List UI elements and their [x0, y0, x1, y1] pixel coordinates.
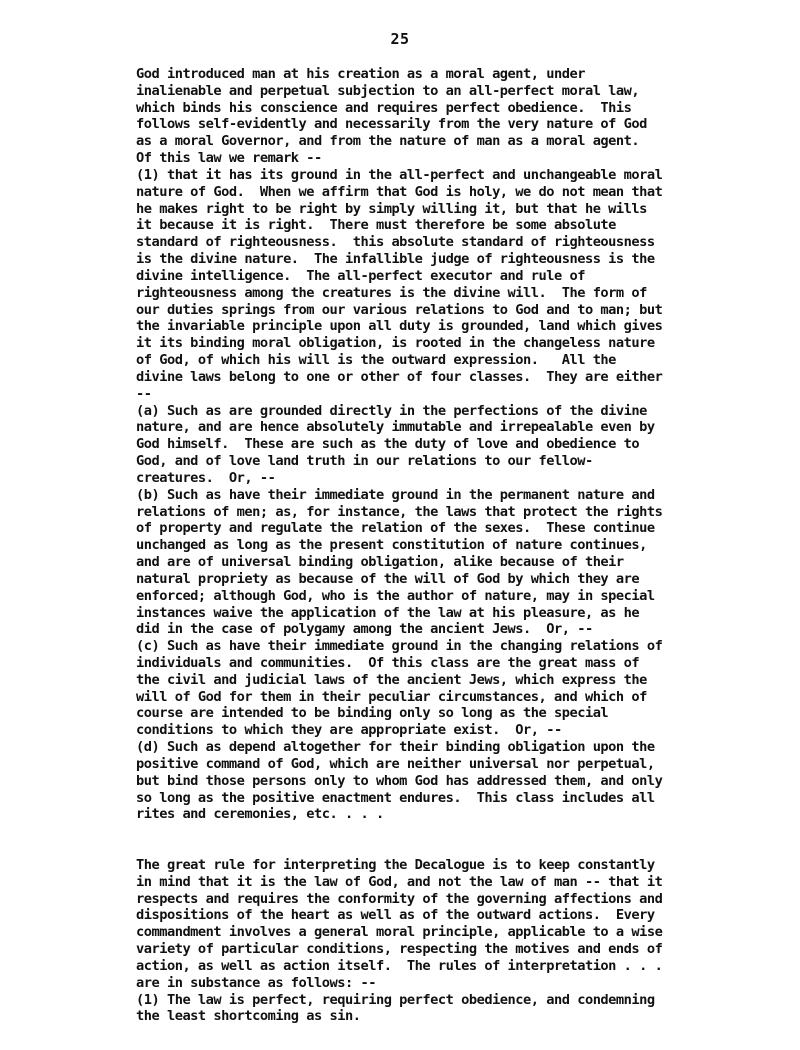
text-line: the invariable principle upon all duty is grounded, land which gives: [136, 318, 663, 335]
text-line: of God, of which his will is the outward expression. All the: [136, 352, 616, 369]
text-line: rites and ceremonies, etc. . . .: [136, 806, 384, 823]
text-line: action, as well as action itself. The rules of interpretation . . .: [136, 957, 663, 974]
text-line: enforced; although God, who is the author of nature, may in special: [136, 587, 655, 604]
text-line: but bind those persons only to whom God has addressed them, and only: [136, 772, 663, 789]
body-text: [136, 66, 726, 1025]
text-line: which binds his conscience and requires perfect obedience. This: [136, 99, 632, 116]
text-line: he makes right to be right by simply willing it, but that he wills: [136, 200, 647, 217]
text-line: divine laws belong to one or other of four classes. They are either: [136, 368, 663, 385]
text-line: dispositions of the heart as well as of the outward actions. Every: [136, 907, 655, 924]
text-line: --: [136, 385, 152, 402]
text-line: follows self-evidently and necessarily from the very nature of God: [136, 116, 647, 133]
text-line: God, and of love land truth in our relations to our fellow-: [136, 453, 593, 470]
text-line: will of God for them in their peculiar circumstances, and which of: [136, 688, 647, 705]
text-line: righteousness among the creatures is the divine will. The form of: [136, 284, 647, 301]
text-line: Of this law we remark --: [136, 150, 322, 167]
text-line: the least shortcoming as sin.: [136, 1008, 361, 1025]
text-line: (d) Such as depend altogether for their binding obligation upon the: [136, 739, 655, 756]
paragraph-gap: [136, 823, 726, 840]
text-line: unchanged as long as the present constitution of nature continues,: [136, 537, 647, 554]
text-line: (1) The law is perfect, requiring perfect obedience, and condemning: [136, 991, 655, 1008]
text-line: is the divine nature. The infallible judge of righteousness is the: [136, 251, 655, 268]
text-line: inalienable and perpetual subjection to an all-perfect moral law,: [136, 82, 640, 99]
text-line: standard of righteousness. this absolute standard of righteousness: [136, 234, 655, 251]
text-line: (c) Such as have their immediate ground in the changing relations of: [136, 638, 663, 655]
text-line: relations of men; as, for instance, the laws that protect the rights: [136, 503, 663, 520]
text-line: and are of universal binding obligation, alike because of their: [136, 554, 624, 571]
paragraph-gap: [136, 840, 726, 857]
text-line: are in substance as follows: --: [136, 974, 376, 991]
text-line: our duties springs from our various relations to God and to man; but: [136, 301, 663, 318]
text-line: God introduced man at his creation as a moral agent, under: [136, 66, 585, 82]
text-line: instances waive the application of the law at his pleasure, as he: [136, 604, 640, 621]
text-line: so long as the positive enactment endures. This class includes all: [136, 789, 655, 806]
text-line: (b) Such as have their immediate ground in the permanent nature and: [136, 486, 655, 503]
text-line: nature of God. When we affirm that God is holy, we do not mean that: [136, 183, 663, 200]
text-line: God himself. These are such as the duty of love and obedience to: [136, 436, 640, 453]
text-line: (a) Such as are grounded directly in the perfections of the divine: [136, 402, 647, 419]
text-line: conditions to which they are appropriate exist. Or, --: [136, 722, 562, 739]
text-line: in mind that it is the law of God, and not the law of man -- that it: [136, 873, 663, 890]
text-line: nature, and are hence absolutely immutable and irrepealable even by: [136, 419, 655, 436]
text-line: it its binding moral obligation, is rooted in the changeless nature: [136, 335, 655, 352]
text-line: variety of particular conditions, respecting the motives and ends of: [136, 941, 663, 958]
text-line: as a moral Governor, and from the nature of man as a moral agent.: [136, 133, 640, 150]
text-line: positive command of God, which are neither universal nor perpetual,: [136, 755, 655, 772]
text-line: divine intelligence. The all-perfect executor and rule of: [136, 267, 585, 284]
text-line: the civil and judicial laws of the ancient Jews, which express the: [136, 671, 647, 688]
text-line: individuals and communities. Of this class are the great mass of: [136, 654, 640, 671]
text-line: (1) that it has its ground in the all-perfect and unchangeable moral: [136, 166, 663, 183]
text-line: course are intended to be binding only so long as the special: [136, 705, 609, 722]
text-line: commandment involves a general moral principle, applicable to a wise: [136, 924, 663, 941]
text-line: of property and regulate the relation of the sexes. These continue: [136, 520, 655, 537]
text-line: natural propriety as because of the will of God by which they are: [136, 570, 640, 587]
text-line: respects and requires the conformity of the governing affections and: [136, 890, 663, 907]
text-line: The great rule for interpreting the Decalogue is to keep constantly: [136, 856, 655, 873]
text-line: it because it is right. There must therefore be some absolute: [136, 217, 616, 234]
text-line: did in the case of polygamy among the ancient Jews. Or, --: [136, 621, 593, 638]
text-line: creatures. Or, --: [136, 469, 276, 486]
page-number: 25: [390, 30, 410, 48]
